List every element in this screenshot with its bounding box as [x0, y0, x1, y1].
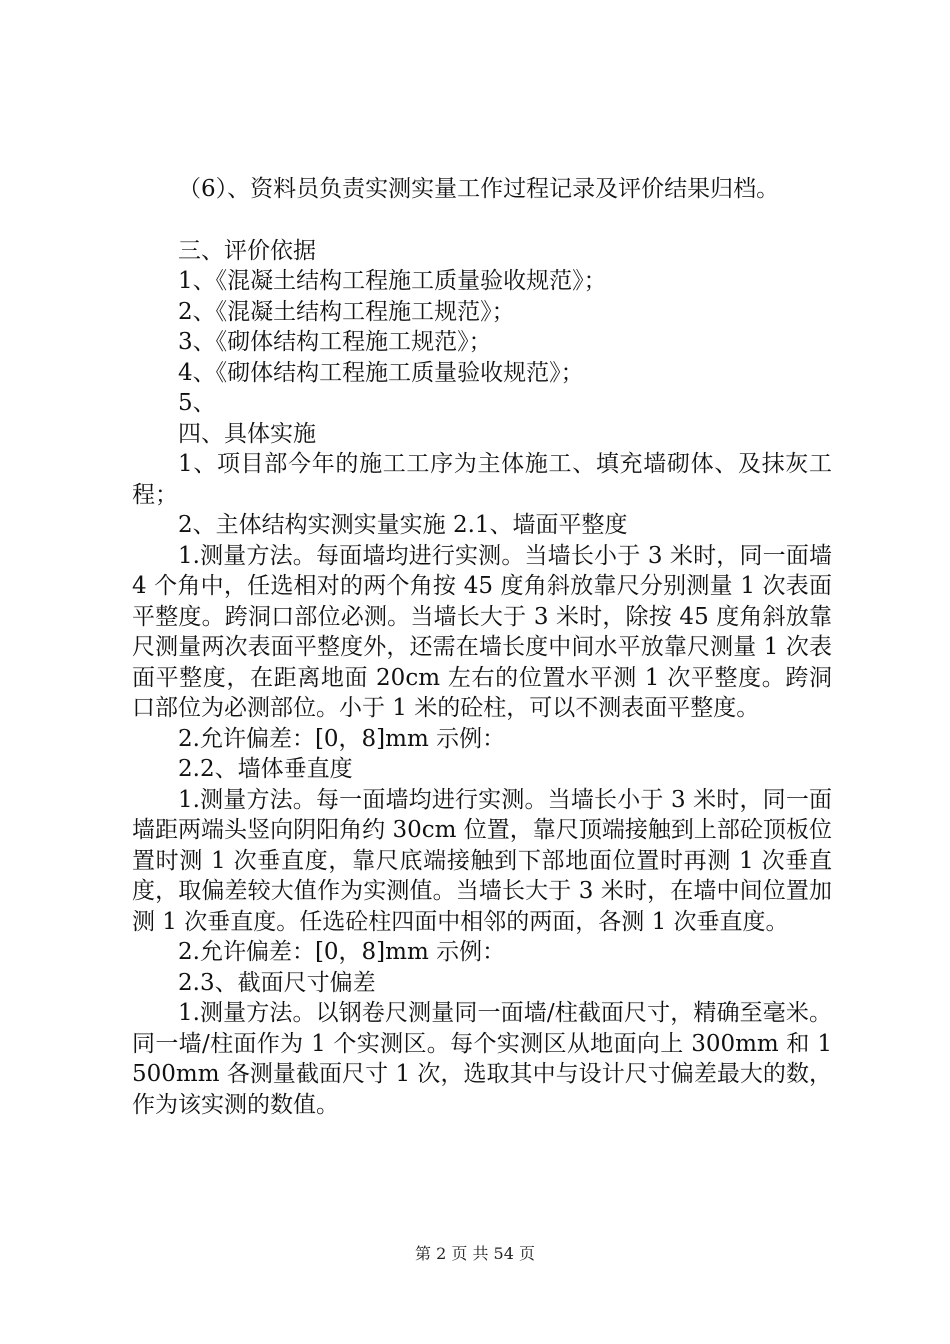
page-footer: 第 2 页 共 54 页	[415, 1244, 535, 1263]
document-body	[132, 174, 832, 1120]
paragraph-section-size-method: 1.测量方法。以钢卷尺测量同一面墙/柱截面尺寸，精确至毫米。同一墙/柱面作为 1 个实测区。每个实测区从地面向上 300mm 和 1500mm 各测量截面尺寸 1 次，选取其中与设计尺寸偏差最大的数，作为该实测的数值。	[132, 1000, 832, 1118]
paragraph-main-structure-measurement: 2、主体结构实测实量实施 2.1、墙面平整度	[178, 512, 628, 538]
paragraph-document-archiving: （6）、资料员负责实测实量工作过程记录及评价结果归档。	[178, 176, 780, 202]
list-item-basis-3: 3、《砌体结构工程施工规范》；	[178, 329, 492, 355]
paragraph-flatness-method: 1.测量方法。每面墙均进行实测。当墙长小于 3 米时，同一面墙 4 个角中，任选相对的两个角按 45 度角斜放靠尺分别测量 1 次表面平整度。跨洞口部位必测。当墙长大于 3 米时，除按 45 度角斜放靠尺测量两次表面平整度外，还需在墙长度中间水平放靠尺测量 1 次表面平整度，在距离地面 20cm 左右的位置水平测 1 次平整度。跨洞口部位为必测部位。小于 1 米的砼柱，可以不测表面平整度。	[132, 542, 832, 721]
paragraph-verticality-method: 1.测量方法。每一面墙均进行实测。当墙长小于 3 米时，同一面墙距两端头竖向阴阳角约 30cm 位置，靠尺顶端接触到上部砼顶板位置时测 1 次垂直度，靠尺底端接触到下部地面位置时再测 1 次垂直度，取偏差较大值作为实测值。当墙长大于 3 米时，在墙中间位置加测 1 次垂直度。任选砼柱四面中相邻的两面，各测 1 次垂直度。	[132, 786, 832, 935]
section-heading-implementation: 四、具体实施	[178, 420, 316, 447]
paragraph-construction-process: 1、项目部今年的施工工序为主体施工、填充墙砌体、及抹灰工程；	[132, 451, 832, 508]
subsection-heading-section-size-deviation: 2.3、截面尺寸偏差	[178, 969, 376, 996]
list-item-basis-1: 1、《混凝土结构工程施工质量验收规范》；	[178, 268, 607, 294]
list-item-basis-2: 2、《混凝土结构工程施工规范》；	[178, 298, 515, 325]
section-heading-evaluation-basis: 三、评价依据	[178, 237, 316, 264]
paragraph-flatness-tolerance: 2.允许偏差：[0，8]mm 示例：	[178, 725, 506, 752]
list-item-basis-4: 4、《砌体结构工程施工质量验收规范》；	[178, 359, 584, 386]
list-item-basis-5: 5、	[178, 390, 216, 416]
paragraph-verticality-tolerance: 2.允许偏差：[0，8]mm 示例：	[178, 939, 506, 965]
subsection-heading-wall-verticality: 2.2、墙体垂直度	[178, 756, 353, 782]
